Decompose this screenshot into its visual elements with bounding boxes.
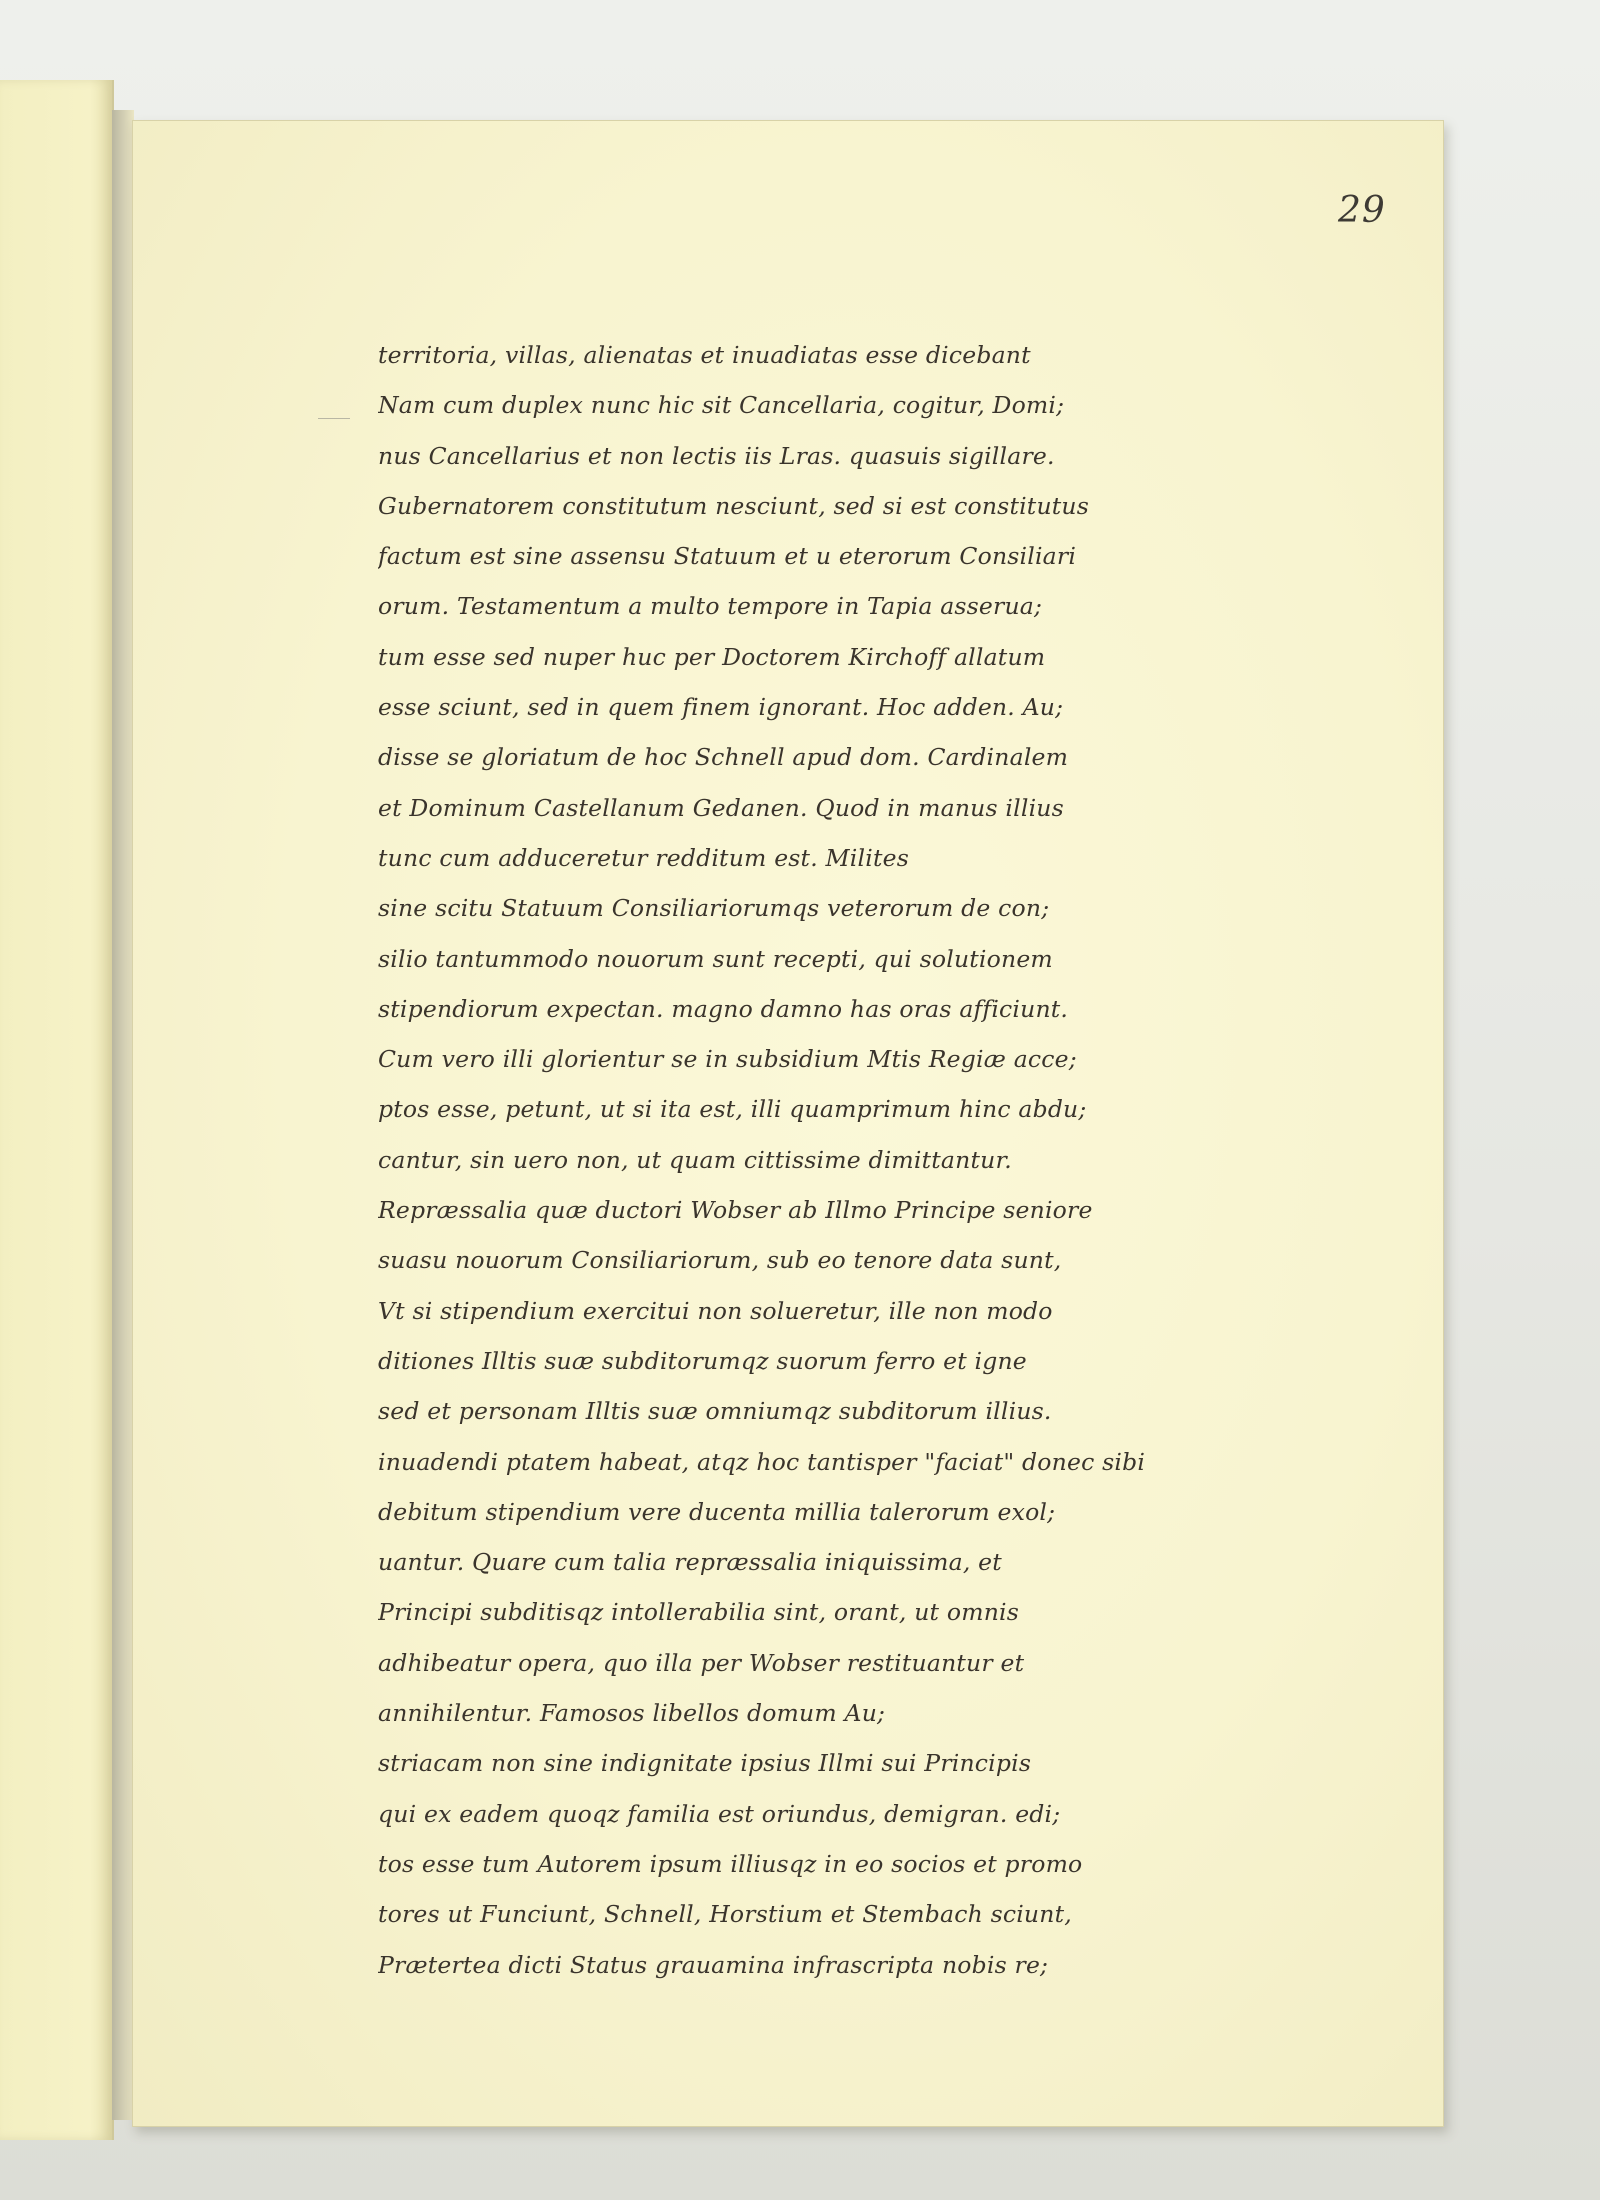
- text-line: orum. Testamentum a multo tempore in Tapia asserua;: [378, 592, 1043, 621]
- text-line: debitum stipendium vere ducenta millia talerorum exol;: [378, 1497, 1056, 1526]
- text-line: sed et personam Illtis suæ omniumqz subditorum illius.: [378, 1397, 1052, 1426]
- text-line: ditiones Illtis suæ subditorumqz suorum ferro et igne: [378, 1346, 1027, 1375]
- book-gutter: [112, 110, 134, 2120]
- text-line: sine scitu Statuum Consiliariorumqs veterorum de con;: [378, 894, 1050, 923]
- text-line: esse sciunt, sed in quem finem ignorant. Hoc adden. Au;: [378, 693, 1064, 722]
- text-line: territoria, villas, alienatas et inuadiatas esse dicebant: [378, 341, 1031, 369]
- text-line: tunc cum adduceretur redditum est. Milites: [378, 843, 909, 872]
- manuscript-text: [378, 330, 1258, 1990]
- text-line: Vt si stipendium exercitui non solueretur, ille non modo: [378, 1296, 1053, 1325]
- text-line: nus Cancellarius et non lectis iis Lras. quasuis sigillare.: [378, 441, 1055, 470]
- text-line: uantur. Quare cum talia repræssalia iniquissima, et: [378, 1548, 1002, 1577]
- text-line: ptos esse, petunt, ut si ita est, illi quamprimum hinc abdu;: [378, 1095, 1087, 1124]
- text-line: silio tantummodo nouorum sunt recepti, qui solutionem: [378, 944, 1053, 973]
- text-line: tos esse tum Autorem ipsum illiusqz in eo socios et promo: [378, 1849, 1083, 1878]
- text-line: tum esse sed nuper huc per Doctorem Kirchoff allatum: [378, 642, 1046, 671]
- page-number: 29: [1338, 190, 1386, 231]
- text-line: disse se gloriatum de hoc Schnell apud dom. Cardinalem: [378, 743, 1069, 772]
- text-line: Cum vero illi glorientur se in subsidium Mtis Regiæ acce;: [378, 1045, 1077, 1074]
- text-line: adhibeatur opera, quo illa per Wobser restituantur et: [378, 1648, 1025, 1677]
- margin-pencil-mark: [318, 418, 350, 419]
- text-line: Prætertea dicti Status grauamina infrascripta nobis re;: [378, 1950, 1049, 1979]
- left-page-edge: [0, 80, 114, 2140]
- text-line: cantur, sin uero non, ut quam cittissime dimittantur.: [378, 1145, 1012, 1174]
- text-line: Nam cum duplex nunc hic sit Cancellaria, cogitur, Domi;: [378, 391, 1065, 420]
- text-line: qui ex eadem quoqz familia est oriundus, demigran. edi;: [378, 1799, 1061, 1828]
- text-line: Principi subditisqz intollerabilia sint, orant, ut omnis: [378, 1598, 1020, 1627]
- text-line: striacam non sine indignitate ipsius Illmi sui Principis: [378, 1749, 1032, 1778]
- text-line: stipendiorum expectan. magno damno has oras afficiunt.: [378, 994, 1069, 1023]
- text-line: inuadendi ptatem habeat, atqz hoc tantisper "faciat" donec sibi: [378, 1447, 1146, 1476]
- text-line: Gubernatorem constitutum nesciunt, sed si est constitutus: [378, 491, 1090, 520]
- text-line: suasu nouorum Consiliariorum, sub eo tenore data sunt,: [378, 1246, 1062, 1275]
- text-line: et Dominum Castellanum Gedanen. Quod in manus illius: [378, 793, 1064, 822]
- text-line: factum est sine assensu Statuum et u eterorum Consiliari: [378, 542, 1077, 571]
- text-line: tores ut Funciunt, Schnell, Horstium et Stembach sciunt,: [378, 1900, 1072, 1929]
- text-line: annihilentur. Famosos libellos domum Au;: [378, 1699, 886, 1728]
- text-line: Repræssalia quæ ductori Wobser ab Illmo Principe seniore: [378, 1196, 1093, 1225]
